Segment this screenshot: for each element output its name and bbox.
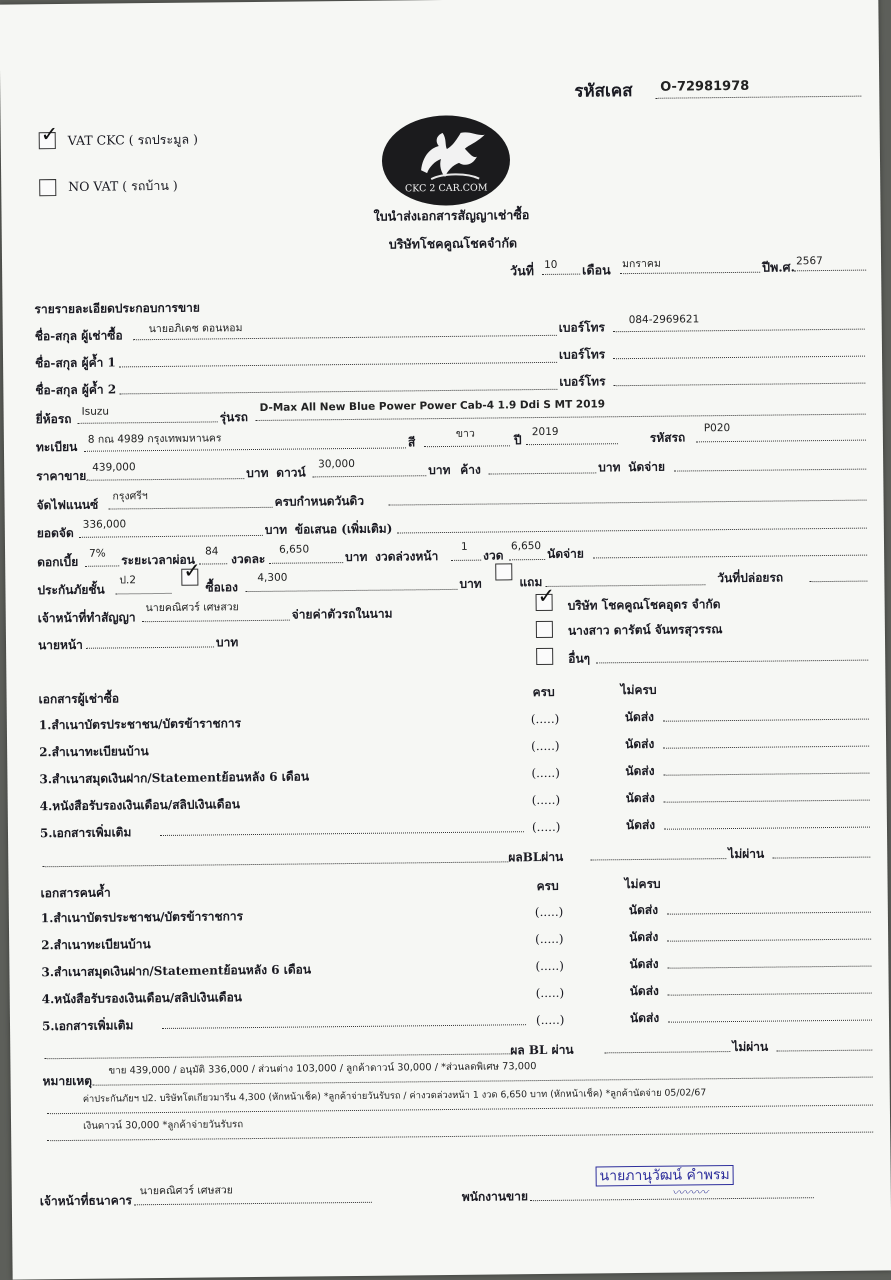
- guarantor-doc-appt-line: [667, 927, 871, 942]
- remarks-text-2: ค่าประกันภัยฯ ป2. บริษัทโตเกียวมารีน 4,300 (หักหน้าเช็ค) *ลูกค้าจ่ายวันรับรถ / ค่างวดล่วงหน้า 1 งวด 6,650 บาท (หักหน้าเช็ค) *ลูกค้านัดจ่าย 05/02/67: [82, 1087, 707, 1105]
- guarantor-doc-item: 4.หนังสือรับรองเงินเดือน/สลิปเงินเดือน: [41, 990, 243, 1007]
- guarantor2-phone-line: [613, 371, 865, 387]
- buyer-doc-appt-line: [663, 734, 869, 749]
- insurance-class: ป.2: [119, 574, 137, 587]
- offer-label: ข้อเสนอ (เพิ่มเติม): [294, 521, 393, 537]
- guarantor-doc-item: 3.สำเนาสมุดเงินฝาก/Statementย้อนหลัง 6 เดือน: [41, 962, 312, 980]
- insurance-buy-checkbox[interactable]: [181, 558, 201, 586]
- guarantor-docs-col-ok: ครบ: [536, 878, 559, 894]
- buyer-bl-pass: ผลBLผ่าน: [508, 849, 564, 865]
- insurance-buy-baht: บาท: [459, 576, 482, 591]
- buyer-doc-ok-mark[interactable]: (.....): [531, 765, 560, 781]
- buyer-label: ชื่อ-สกุล ผู้เช่าซื้อ: [34, 328, 123, 344]
- pay-name-label: จ่ายค่าตัวรถในนาม: [291, 606, 393, 622]
- reg-label: ทะเบียน: [35, 439, 78, 455]
- broker-label: นายหน้า: [37, 637, 83, 653]
- term-label: ระยะเวลาผ่อน: [121, 552, 195, 568]
- year-value: 2019: [531, 425, 559, 439]
- buyer-doc-appt-line: [663, 761, 869, 776]
- case-label: รหัสเคส: [574, 81, 633, 102]
- buyer-doc-item: 1.สำเนาบัตรประชาชน/บัตรข้าราชการ: [38, 716, 242, 733]
- buyer-bl-fail-line: [772, 845, 870, 859]
- guarantor2-phone-label: เบอร์โทร: [559, 374, 606, 389]
- buyer-name: นายอภิเดช ดอนหอม: [148, 322, 243, 336]
- color-value: ขาว: [455, 427, 475, 440]
- buyer-bl-pass-line: [590, 846, 726, 860]
- guarantor2-label: ชื่อ-สกุล ผู้ค้ำ 2: [35, 382, 117, 398]
- price-baht: บาท: [246, 465, 269, 481]
- down-value: 30,000: [318, 457, 355, 471]
- guarantor1-label: ชื่อ-สกุล ผู้ค้ำ 1: [35, 355, 116, 371]
- novat-label: NO VAT ( รถบ้าน ): [68, 177, 178, 194]
- guarantor1-line: [119, 350, 557, 368]
- adv-amount: 6,650: [510, 539, 542, 553]
- remarks-label: หมายเหตุ: [42, 1073, 93, 1089]
- guarantor-docs-title: เอกสารคนค้ำ: [40, 885, 111, 901]
- guarantor-bl-fail: ไม่ผ่าน: [732, 1039, 769, 1055]
- guarantor-doc-appt-label: นัดส่ง: [629, 929, 659, 945]
- code-label: รหัสรถ: [649, 430, 686, 445]
- payee2-label: นางสาว ดารัตน์ จันทรสุวรรณ: [567, 622, 723, 638]
- price-label: ราคาขาย: [36, 468, 87, 484]
- company-name: บริษัทโชคคูณโชคจำกัด: [388, 235, 518, 252]
- color-label: สี: [407, 435, 416, 450]
- buyer-docs-col-no: ไม่ครบ: [620, 682, 657, 698]
- buyer-doc-appt-label: นัดส่ง: [625, 817, 656, 833]
- adv-unit: งวด: [483, 548, 504, 563]
- buyer-phone-label: เบอร์โทร: [558, 320, 605, 335]
- guarantor-doc-item: 2.สำเนาทะเบียนบ้าน: [41, 937, 151, 953]
- guarantor-doc-ok-mark[interactable]: (.....): [534, 904, 564, 920]
- guarantor-doc-ok-mark[interactable]: (.....): [535, 985, 565, 1001]
- finance-value: กรุงศรีฯ: [112, 490, 148, 503]
- buyer-bl-fail: ไม่ผ่าน: [728, 846, 765, 862]
- company-logo: [381, 114, 512, 206]
- buyer-doc-appt-label: นัดส่ง: [624, 709, 655, 725]
- buyer-doc-item: 4.หนังสือรับรองเงินเดือน/สลิปเงินเดือน: [39, 797, 241, 814]
- logo-text: CKC 2 CAR.COM: [404, 182, 488, 195]
- sales-label: พนักงานขาย: [461, 1189, 529, 1204]
- install-pay-line: [593, 543, 867, 559]
- buyer-doc-ok-mark[interactable]: (.....): [531, 738, 560, 754]
- payee3-checkbox[interactable]: [536, 648, 553, 665]
- per-value: 6,650: [278, 543, 310, 556]
- insurance-free-label: แถม: [519, 574, 543, 590]
- insurance-label: ประกันภัยชั้น: [37, 582, 105, 598]
- payee1-label: บริษัท โชคคูณโชคอุดร จำกัด: [567, 597, 721, 613]
- date-day: 10: [544, 258, 558, 271]
- interest-value: 7%: [89, 547, 106, 560]
- insurance-buy-value: 4,300: [257, 571, 288, 584]
- vat-ckc-checkbox[interactable]: [39, 122, 59, 149]
- guarantor-doc-appt-line: [667, 900, 871, 915]
- bank-officer-name: นายคณิศวร์ เศษสวย: [139, 1184, 233, 1198]
- guarantor-docs-col-no: ไม่ครบ: [624, 876, 661, 892]
- guarantor-doc-ok-mark[interactable]: (.....): [535, 1012, 565, 1028]
- buyer-doc-ok-mark[interactable]: (.....): [531, 819, 561, 835]
- guarantor-doc-appt-line: [668, 981, 872, 996]
- buyer-doc-appt-label: นัดส่ง: [625, 736, 655, 752]
- sales-name-stamp: นายภานุวัฒน์ คำพรม: [596, 1165, 734, 1186]
- broker-line: [86, 634, 214, 648]
- date-month: มกราคม: [622, 257, 661, 271]
- owe-baht: บาท: [598, 460, 621, 475]
- guarantor-doc-item: 1.สำเนาบัตรประชาชน/บัตรข้าราชการ: [40, 909, 244, 926]
- install-pay-label: นัดจ่าย: [547, 546, 584, 561]
- paid-label: นัดจ่าย: [628, 459, 666, 475]
- novat-checkbox[interactable]: [39, 179, 56, 196]
- form-title: ใบนำส่งเอกสารสัญญาเช่าซื้อ: [373, 207, 530, 224]
- finance-label: จัดไฟแนนซ์: [36, 497, 99, 513]
- guarantor-bl-pass: ผล BL ผ่าน: [510, 1042, 574, 1058]
- payee1-checkbox[interactable]: [536, 583, 556, 611]
- brand-label: ยี่ห้อรถ: [35, 411, 72, 427]
- remarks-text-1: ขาย 439,000 / อนุมัติ 336,000 / ส่วนต่าง 103,000 / ลูกค้าดาวน์ 30,000 / *ส่วนลดพิเศษ 73,000: [108, 1061, 537, 1077]
- year-label: ปี: [513, 433, 522, 448]
- insurance-free-line: [545, 572, 705, 587]
- offer-line: [397, 516, 867, 534]
- date-year-label: ปีพ.ศ.: [762, 259, 796, 275]
- pegasus-logo-icon: [381, 114, 512, 206]
- owe-label: ค้าง: [460, 462, 481, 477]
- buyer-bl-line: [42, 849, 508, 867]
- broker-baht: บาท: [215, 635, 239, 650]
- guarantor2-line: [119, 377, 557, 395]
- guarantor-bl-line: [44, 1041, 510, 1059]
- buyer-doc-appt-label: นัดส่ง: [625, 790, 655, 806]
- officer-label: เจ้าหน้าที่ทำสัญญา: [37, 610, 136, 626]
- brand-value: Isuzu: [81, 405, 110, 418]
- buyer-doc-appt-line: [664, 815, 870, 830]
- buyer-docs-title: เอกสารผู้เช่าซื้อ: [38, 691, 120, 707]
- date-day-label: วันที่: [510, 263, 535, 279]
- buyer-doc-appt-line: [663, 707, 869, 722]
- guarantor-bl-pass-line: [604, 1039, 730, 1053]
- guarantor-doc-appt-label: นัดส่ง: [629, 956, 659, 972]
- owe-line: [488, 460, 596, 474]
- guarantor-doc-appt-line: [668, 1008, 872, 1023]
- remarks-text-3: เงินดาวน์ 30,000 *ลูกค้าจ่ายวันรับรถ: [83, 1119, 244, 1132]
- buyer-doc-appt-label: นัดส่ง: [625, 763, 655, 779]
- approved-baht: บาท: [264, 522, 288, 537]
- due-line: [388, 488, 866, 506]
- due-label: ครบกำหนดวันดิว: [274, 493, 365, 509]
- guarantor-extra-line: [162, 1012, 526, 1029]
- vat-ckc-label: VAT CKC ( รถประมูล ): [67, 131, 199, 148]
- checkmark-icon: ✓: [537, 583, 556, 609]
- payee2-checkbox[interactable]: [536, 621, 553, 638]
- guarantor-doc-appt-line: [667, 954, 871, 969]
- checkmark-icon: ✓: [183, 558, 201, 583]
- guarantor-doc-ok-mark[interactable]: (.....): [535, 958, 564, 974]
- buyer-doc-appt-line: [664, 788, 870, 803]
- guarantor-doc-item: 5.เอกสารเพิ่มเติม: [41, 1018, 134, 1034]
- sales-signature: 〰〰〰: [671, 1185, 708, 1200]
- per-baht: บาท: [345, 549, 368, 565]
- date-year: 2567: [795, 255, 823, 268]
- buyer-doc-ok-mark[interactable]: (.....): [531, 792, 561, 808]
- buyer-phone: 084-2969621: [628, 313, 700, 327]
- guarantor-doc-appt-label: นัดส่ง: [629, 1010, 660, 1026]
- officer-name: นายคณิศวร์ เศษสวย: [145, 601, 239, 615]
- approved-value: 336,000: [82, 518, 127, 531]
- down-baht: บาท: [428, 462, 451, 478]
- release-label: วันที่ปล่อยรถ: [717, 570, 784, 586]
- payee3-line: [596, 648, 868, 664]
- adv-label: งวดล่วงหน้า: [375, 549, 439, 564]
- paid-line: [674, 457, 866, 472]
- guarantor-doc-appt-label: นัดส่ง: [628, 902, 659, 918]
- guarantor-doc-ok-mark[interactable]: (.....): [535, 931, 564, 947]
- down-label: ดาวน์: [276, 465, 306, 480]
- buyer-doc-item: 3.สำเนาสมุดเงินฝาก/Statementย้อนหลัง 6 เดือน: [39, 769, 310, 787]
- guarantor-bl-fail-line: [776, 1038, 872, 1052]
- insurance-buy-label: ซื้อเอง: [205, 580, 239, 595]
- guarantor1-phone-label: เบอร์โทร: [558, 347, 606, 362]
- buyer-doc-item: 5.เอกสารเพิ่มเติม: [39, 825, 132, 841]
- date-month-label: เดือน: [582, 262, 611, 278]
- payee3-label: อื่นๆ: [568, 651, 591, 666]
- interest-label: ดอกเบี้ย: [37, 554, 79, 570]
- buyer-doc-item: 2.สำเนาทะเบียนบ้าน: [39, 744, 149, 760]
- release-line: [809, 569, 867, 583]
- approved-label: ยอดจัด: [36, 525, 74, 541]
- guarantor-doc-appt-label: นัดส่ง: [629, 983, 659, 999]
- checkmark-icon: ✓: [40, 122, 59, 147]
- model-label: รุ่นรถ: [219, 410, 249, 425]
- reg-value: 8 กณ 4989 กรุงเทพมหานคร: [87, 432, 222, 446]
- guarantor1-phone-line: [613, 344, 865, 360]
- buyer-extra-line: [160, 819, 524, 836]
- buyer-doc-ok-mark[interactable]: (.....): [530, 711, 560, 727]
- price-value: 439,000: [92, 461, 136, 474]
- bank-officer-label: เจ้าหน้าที่ธนาคาร: [39, 1193, 133, 1209]
- buyer-docs-col-ok: ครบ: [532, 684, 555, 700]
- model-value: D-Max All New Blue Power Power Cab-4 1.9 Ddi S MT 2019: [259, 398, 606, 414]
- term-value: 84: [204, 545, 219, 558]
- case-number: O-72981978: [660, 78, 750, 95]
- sale-section-title: รายรายละเอียดประกอบการขาย: [34, 300, 200, 317]
- code-value: P020: [703, 422, 731, 435]
- adv-value: 1: [460, 540, 468, 553]
- insurance-free-checkbox[interactable]: [495, 563, 512, 580]
- per-label: งวดละ: [231, 551, 266, 567]
